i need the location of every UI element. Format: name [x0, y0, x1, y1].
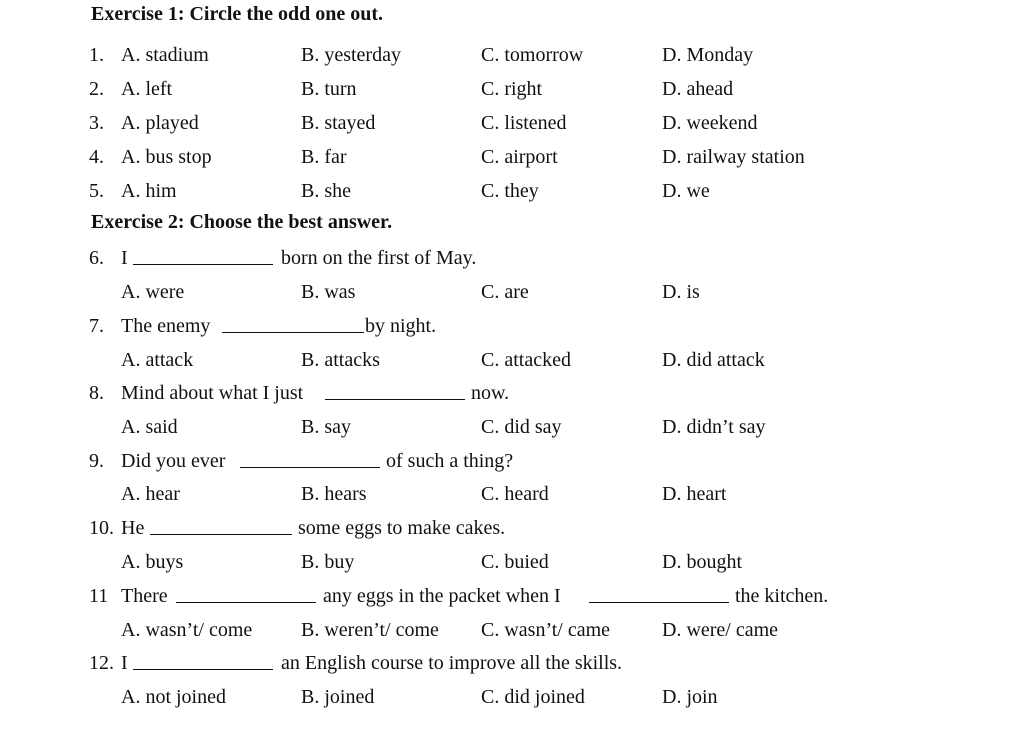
ex1-item-2: [0, 76, 1024, 102]
ex2-options-8: [0, 414, 1024, 440]
option-b: B. was: [301, 281, 356, 303]
ex2-question-12: [0, 650, 1024, 676]
ex2-options-12: [0, 684, 1024, 710]
option-a: A. left: [121, 78, 173, 100]
ex2-options-9: [0, 481, 1024, 507]
option-a: A. wasn’t/ come: [121, 619, 253, 641]
option-b: B. far: [301, 146, 347, 168]
ex1-item-3: [0, 110, 1024, 136]
question-number: 9.: [89, 450, 104, 472]
question-number: 12.: [89, 652, 114, 674]
question-number: 8.: [89, 382, 104, 404]
option-b: B. weren’t/ come: [301, 619, 439, 641]
answer-blank-2: [589, 602, 729, 603]
question-text-start: Mind about what I just: [121, 382, 304, 404]
option-c: C. wasn’t/ came: [481, 619, 611, 641]
answer-blank: [133, 264, 273, 265]
option-c: C. buied: [481, 551, 549, 573]
answer-blank: [222, 332, 364, 333]
ex2-options-6: [0, 279, 1024, 305]
question-text-middle: any eggs in the packet when I: [323, 585, 561, 607]
option-d: D. ahead: [662, 78, 734, 100]
option-d: D. join: [662, 686, 718, 708]
item-number: 1.: [89, 44, 104, 66]
ex2-question-8: [0, 380, 1024, 406]
option-c: C. did say: [481, 416, 562, 438]
question-text-start: I: [121, 247, 128, 269]
question-number: 7.: [89, 315, 104, 337]
option-d: D. weekend: [662, 112, 758, 134]
option-b: B. stayed: [301, 112, 376, 134]
question-text-end: born on the first of May.: [281, 247, 477, 269]
question-text-end: of such a thing?: [386, 450, 514, 472]
option-c: C. heard: [481, 483, 549, 505]
option-a: A. bus stop: [121, 146, 212, 168]
question-text-end: the kitchen.: [735, 585, 829, 607]
ex2-question-6: [0, 245, 1024, 271]
option-a: A. him: [121, 180, 177, 202]
answer-blank: [133, 669, 273, 670]
option-c: C. they: [481, 180, 539, 202]
option-c: C. did joined: [481, 686, 585, 708]
question-text-start: There: [121, 585, 168, 607]
item-number: 4.: [89, 146, 104, 168]
option-a: A. attack: [121, 349, 194, 371]
ex1-item-5: [0, 178, 1024, 204]
option-d: D. Monday: [662, 44, 754, 66]
option-b: B. yesterday: [301, 44, 401, 66]
option-a: A. not joined: [121, 686, 226, 708]
option-a: A. buys: [121, 551, 184, 573]
option-c: C. attacked: [481, 349, 571, 371]
question-text-end: by night.: [365, 315, 437, 337]
ex2-question-11: [0, 583, 1024, 609]
answer-blank: [240, 467, 380, 468]
ex2-question-7: [0, 313, 1024, 339]
option-d: D. is: [662, 281, 700, 303]
option-d: D. we: [662, 180, 710, 202]
answer-blank: [176, 602, 316, 603]
ex1-item-1: [0, 42, 1024, 68]
question-text-end: now.: [471, 382, 510, 404]
ex2-options-10: [0, 549, 1024, 575]
option-b: B. buy: [301, 551, 355, 573]
option-b: B. attacks: [301, 349, 380, 371]
option-b: B. joined: [301, 686, 375, 708]
question-text-start: Did you ever: [121, 450, 226, 472]
ex2-options-11: [0, 617, 1024, 643]
item-number: 2.: [89, 78, 104, 100]
option-a: A. stadium: [121, 44, 209, 66]
question-text-end: some eggs to make cakes.: [298, 517, 506, 539]
option-c: C. are: [481, 281, 529, 303]
option-d: D. were/ came: [662, 619, 779, 641]
option-b: B. hears: [301, 483, 367, 505]
ex2-options-7: [0, 347, 1024, 373]
answer-blank: [325, 399, 465, 400]
question-text-start: The enemy: [121, 315, 211, 337]
question-text-start: I: [121, 652, 128, 674]
option-a: A. played: [121, 112, 199, 134]
exercise-1-title: Exercise 1: Circle the odd one out.: [91, 3, 384, 25]
option-d: D. did attack: [662, 349, 765, 371]
question-number: 6.: [89, 247, 104, 269]
option-b: B. say: [301, 416, 351, 438]
question-number: 11: [89, 585, 109, 607]
option-c: C. right: [481, 78, 543, 100]
option-a: A. were: [121, 281, 185, 303]
option-a: A. said: [121, 416, 178, 438]
exercise-2-title: Exercise 2: Choose the best answer.: [91, 211, 393, 233]
option-b: B. turn: [301, 78, 357, 100]
question-text-start: He: [121, 517, 145, 539]
ex2-question-10: [0, 515, 1024, 541]
option-d: D. didn’t say: [662, 416, 766, 438]
ex2-question-9: [0, 448, 1024, 474]
answer-blank: [150, 534, 292, 535]
option-d: D. bought: [662, 551, 742, 573]
option-b: B. she: [301, 180, 351, 202]
item-number: 5.: [89, 180, 104, 202]
option-d: D. heart: [662, 483, 727, 505]
question-number: 10.: [89, 517, 114, 539]
option-c: C. listened: [481, 112, 567, 134]
option-c: C. tomorrow: [481, 44, 584, 66]
item-number: 3.: [89, 112, 104, 134]
option-a: A. hear: [121, 483, 180, 505]
ex1-item-4: [0, 144, 1024, 170]
option-c: C. airport: [481, 146, 558, 168]
option-d: D. railway station: [662, 146, 805, 168]
question-text-end: an English course to improve all the skills.: [281, 652, 623, 674]
